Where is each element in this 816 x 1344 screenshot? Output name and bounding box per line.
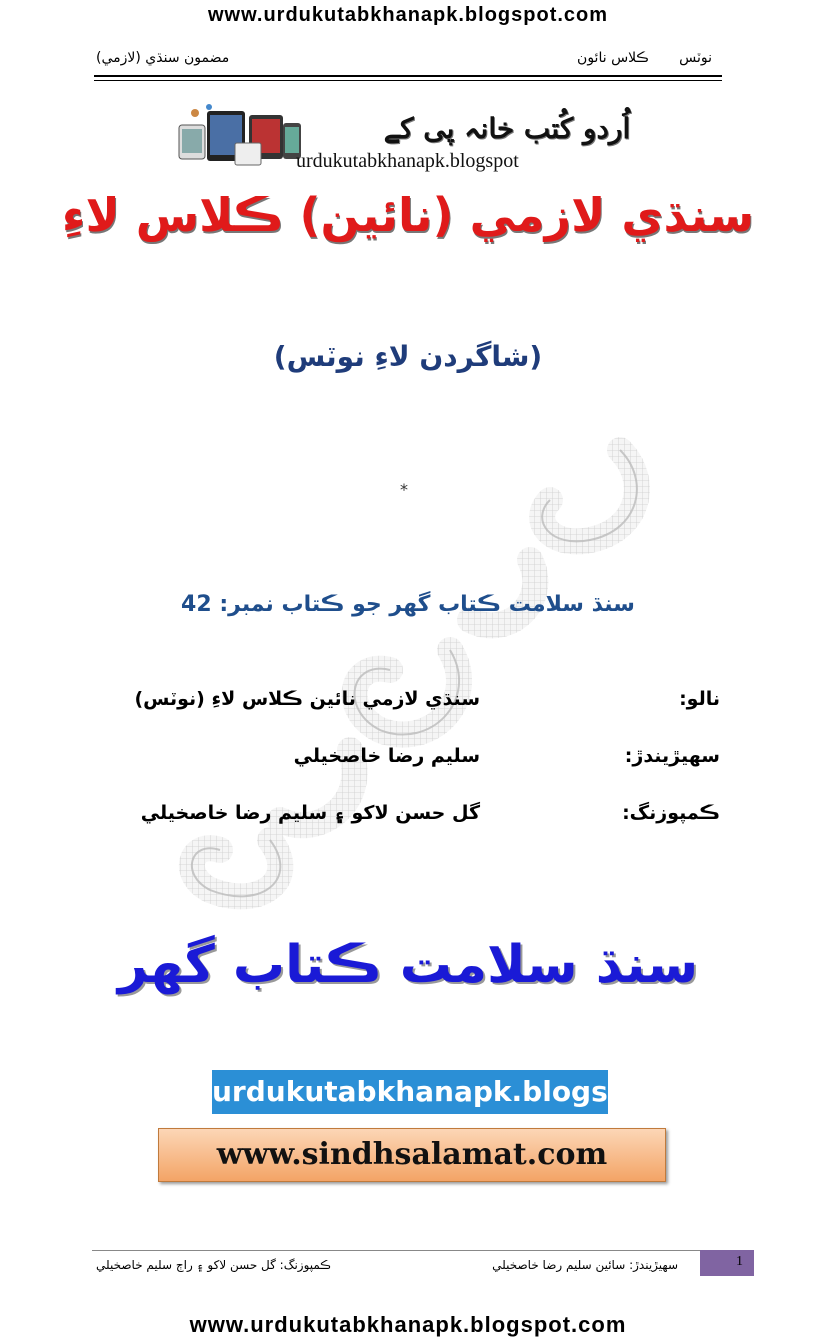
footer-composing: ڪمپوزنگ: گل حسن لاکو ۽ راڄ سليم خاصخيلي [96, 1258, 331, 1272]
top-url: www.urdukutabkhanapk.blogspot.com [207, 4, 609, 26]
footer-editor: سهيڙيندڙ: سائين سليم رضا خاصخيلي [492, 1258, 678, 1272]
header-rule-thick [94, 75, 722, 77]
header-class-notes [551, 50, 712, 66]
blog-banner[interactable]: urdukutabkhanapk.blogspot [212, 1070, 608, 1114]
logo-url: urdukutabkhanapk.blogspot [296, 150, 519, 172]
name-label: نالو: [679, 688, 720, 710]
header-notes: نوٽس [679, 50, 712, 66]
footer-page-box [700, 1250, 754, 1276]
header-class: ڪلاس نائون [577, 50, 649, 66]
main-title: سنڌي لازمي (نائين) ڪلاس لاءِ [61, 188, 755, 242]
header-subject: مضمون سنڌي (لازمي) [96, 50, 230, 66]
editor-value: سليم رضا خاصخيلي [293, 745, 480, 767]
book-number: سنڌ سلامت ڪتاب گهر جو ڪتاب نمبر: 42 [181, 592, 635, 617]
page-number: 1 [736, 1254, 743, 1269]
logo-title: اُردو کُتب خانہ پی کے [383, 112, 631, 145]
star-ornament: * [400, 480, 408, 499]
devices-logo-icon [175, 103, 305, 168]
sub-title: (شاگردن لاءِ نوٽس) [273, 340, 543, 373]
header-rule-thin [94, 80, 722, 81]
watermark-calligraphy [150, 420, 670, 920]
footer-rule [92, 1250, 700, 1251]
publisher-title: سنڌ سلامت ڪتاب گهر [117, 935, 699, 995]
editor-label: سهيڙيندڙ: [624, 745, 720, 767]
bottom-url: www.urdukutabkhanapk.blogspot.com [189, 1312, 627, 1337]
name-value: سنڌي لازمي نائين ڪلاس لاءِ (نوٽس) [134, 688, 480, 710]
composing-value: گل حسن لاکو ۽ سليم رضا خاصخيلي [140, 802, 480, 824]
composing-label: ڪمپوزنگ: [622, 802, 720, 824]
site-banner[interactable]: www.sindhsalamat.com [158, 1128, 666, 1182]
